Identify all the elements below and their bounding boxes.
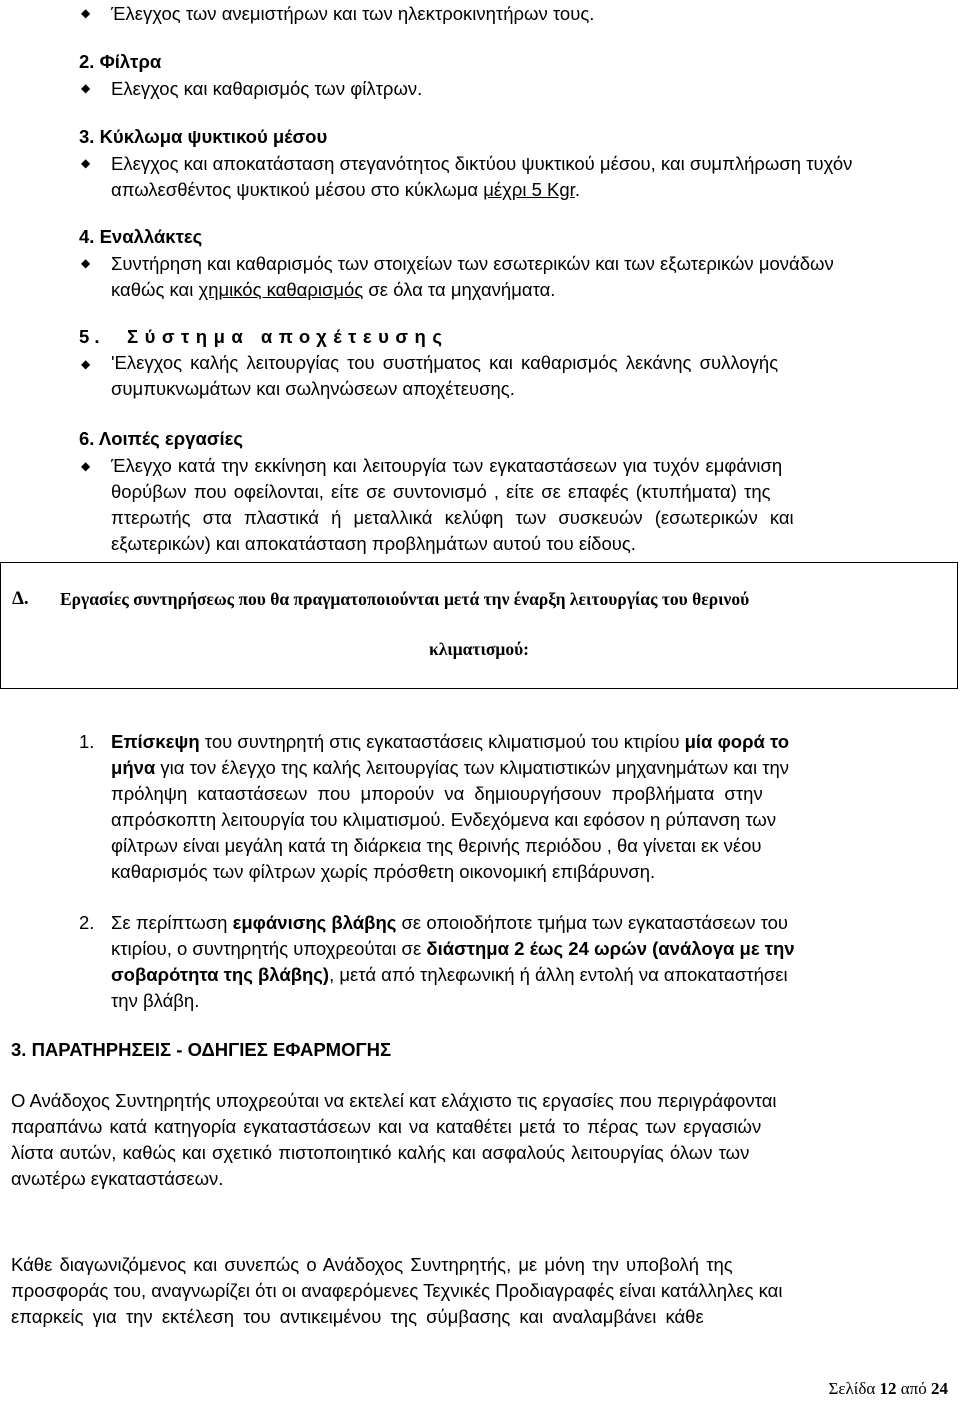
item-text: πρόληψη καταστάσεων που μπορούν να δημιουργήσουν προβλήματα στην bbox=[111, 783, 763, 804]
notes-paragraph: Κάθε διαγωνιζόμενος και συνεπώς ο Ανάδοχος Συντηρητής, με μόνη την υποβολή της bbox=[11, 1254, 733, 1275]
bullet-text: συμπυκνωμάτων και σωληνώσεων αποχέτευσης. bbox=[111, 378, 515, 399]
item-text: φίλτρων είναι μεγάλη κατά τη διάρκεια της θερινής περιόδου , θα γίνεται εκ νέου bbox=[111, 835, 762, 856]
box-title: Εργασίες συντηρήσεως που θα πραγματοποιούνται μετά την έναρξη λειτουργίας του θερινού bbox=[60, 589, 750, 609]
section-heading-drainage: Σύστημα αποχέτευσης bbox=[127, 326, 449, 347]
notes-paragraph: ανωτέρω εγκαταστάσεων. bbox=[11, 1168, 224, 1189]
item-text: σοβαρότητα της βλάβης), μετά από τηλεφωνική ή άλλη εντολή να αποκαταστήσει bbox=[111, 964, 788, 985]
section-heading-exchangers: 4. Εναλλάκτες bbox=[79, 226, 203, 247]
bullet-text: Έλεγχος των ανεμιστήρων και των ηλεκτροκινητήρων τους. bbox=[111, 3, 595, 24]
item-number: 2. bbox=[79, 912, 95, 933]
notes-paragraph: προσφοράς του, αναγνωρίζει ότι οι αναφερόμενες Τεχνικές Προδιαγραφές είναι κατάλληλες και bbox=[11, 1280, 783, 1301]
section-box bbox=[0, 562, 958, 689]
page-footer: Σελίδα 12 από 24 bbox=[828, 1379, 948, 1398]
item-text: την βλάβη. bbox=[111, 990, 200, 1011]
bullet-text: απωλεσθέντος ψυκτικού μέσου στο κύκλωμα μέχρι 5 Kgr. bbox=[111, 179, 580, 200]
bullet-text: Ελεγχος και καθαρισμός των φίλτρων. bbox=[111, 78, 423, 99]
section-heading-other: 6. Λοιπές εργασίες bbox=[79, 428, 244, 449]
bullet-text: καθώς και χημικός καθαρισμός σε όλα τα μηχανήματα. bbox=[111, 279, 556, 300]
box-title-line2: κλιματισμού: bbox=[428, 639, 530, 659]
section-heading-filters: 2. Φίλτρα bbox=[79, 51, 162, 72]
item-text: κτιρίου, ο συντηρητής υποχρεούται σε διάστημα 2 έως 24 ωρών (ανάλογα με την bbox=[111, 938, 795, 959]
notes-paragraph: παραπάνω κατά κατηγορία εγκαταστάσεων και να καταθέτει μετά το πέρας των εργασιών bbox=[11, 1116, 762, 1137]
section-number: 5 . bbox=[79, 326, 100, 347]
notes-paragraph: λίστα αυτών, καθώς και σχετικό πιστοποιητικό καλής και ασφαλούς λειτουργίας όλων των bbox=[11, 1142, 750, 1163]
bullet-text: 'Ελεγχος καλής λειτουργίας του συστήματος και καθαρισμός λεκάνης συλλογής bbox=[111, 352, 779, 373]
item-text: Επίσκεψη του συντηρητή στις εγκαταστάσεις κλιματισμού του κτιρίου μία φορά το bbox=[111, 731, 790, 752]
item-text: καθαρισμός των φίλτρων χωρίς πρόσθετη οικονομική επιβάρυνση. bbox=[111, 861, 656, 882]
box-label: Δ. bbox=[12, 588, 29, 609]
section-heading-refrigerant: 3. Κύκλωμα ψυκτικού μέσου bbox=[79, 126, 328, 147]
item-text: μήνα για τον έλεγχο της καλής λειτουργίας των κλιματιστικών μηχανημάτων και την bbox=[111, 757, 790, 778]
bullet-text: Συντήρηση και καθαρισμός των στοιχείων των εσωτερικών και των εξωτερικών μονάδων bbox=[111, 253, 834, 274]
notes-paragraph: επαρκείς για την εκτέλεση του αντικειμένου της σύμβασης και αναλαμβάνει κάθε bbox=[11, 1306, 704, 1327]
bullet-text: εξωτερικών) και αποκατάσταση προβλημάτων αυτού του είδους. bbox=[111, 533, 636, 554]
item-text: απρόσκοπτη λειτουργία του κλιματισμού. Ενδεχόμενα και εφόσον η ρύπανση των bbox=[111, 809, 777, 830]
notes-paragraph: Ο Ανάδοχος Συντηρητής υποχρεούται να εκτελεί κατ ελάχιστο τις εργασίες που περιγράφονται bbox=[11, 1090, 777, 1111]
bullet-text: Ελεγχος και αποκατάσταση στεγανότητος δικτύου ψυκτικού μέσου, και συμπλήρωση τυχόν bbox=[111, 153, 853, 174]
item-text: Σε περίπτωση εμφάνισης βλάβης σε οποιοδήποτε τμήμα των εγκαταστάσεων του bbox=[111, 912, 789, 933]
item-number: 1. bbox=[79, 731, 95, 752]
bullet-text: πτερωτής στα πλαστικά ή μεταλλικά κελύφη των συσκευών (εσωτερικών και bbox=[111, 507, 794, 528]
bullet-text: θορύβων που οφείλονται, είτε σε συντονισμό , είτε σε επαφές (κτυπήματα) της bbox=[111, 481, 771, 502]
notes-heading: 3. ΠΑΡΑΤΗΡΗΣΕΙΣ - ΟΔΗΓΙΕΣ ΕΦΑΡΜΟΓΗΣ bbox=[11, 1039, 392, 1060]
bullet-text: Έλεγχο κατά την εκκίνηση και λειτουργία των εγκαταστάσεων για τυχόν εμφάνιση bbox=[111, 455, 783, 476]
